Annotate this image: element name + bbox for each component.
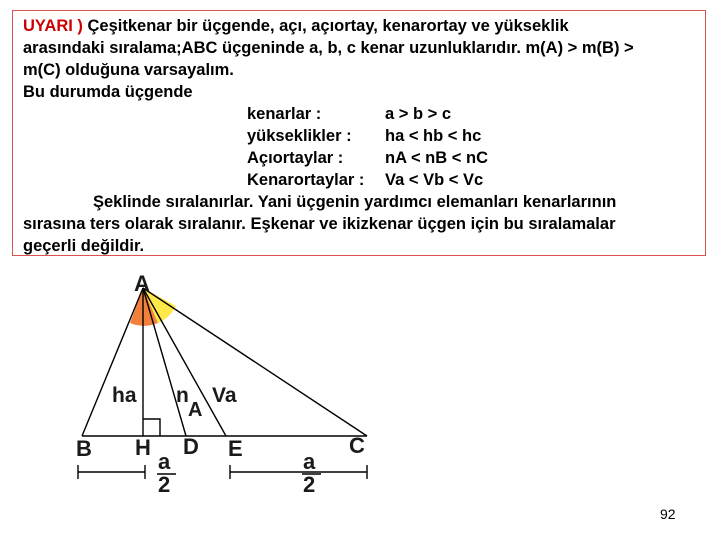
warning-box — [12, 10, 706, 256]
warning-text-1: Çeşitkenar bir üçgende, açı, açıortay, kenarortay ve yükseklik — [82, 17, 569, 35]
right-angle-mark — [143, 419, 160, 436]
warning-line-1 — [23, 15, 695, 37]
median-ae — [143, 288, 226, 436]
fraction-numerator: a — [158, 449, 171, 474]
vertex-label-b: B — [76, 436, 92, 461]
warning-line-3: m(C) olduğuna varsayalım. — [23, 61, 234, 79]
inequality-row-bisectors — [23, 147, 695, 169]
inequality-value: nA < nB < nC — [385, 149, 488, 167]
inequality-row-medians — [23, 169, 695, 191]
triangle-figure — [0, 258, 400, 498]
inequality-value: Va < Vb < Vc — [385, 171, 484, 189]
point-label-h: H — [135, 435, 151, 460]
conclusion-line-1: Şeklinde sıralanırlar. Yani üçgenin yardımcı elemanları kenarlarının — [93, 193, 617, 211]
inequality-value: a > b > c — [385, 105, 452, 123]
conclusion-line-2: sırasına ters olarak sıralanır. Eşkenar ve ikizkenar üçgen için bu sıralamalar — [23, 215, 616, 233]
inequality-row-altitudes — [23, 125, 695, 147]
vertex-label-a: A — [134, 271, 150, 296]
inequality-row-sides — [23, 103, 695, 125]
point-label-d: D — [183, 434, 199, 459]
warning-line-4: Bu durumda üçgende — [23, 83, 193, 101]
inequality-value: ha < hb < hc — [385, 127, 482, 145]
inequality-label: Kenarortaylar : — [247, 171, 365, 189]
side-ac — [143, 288, 367, 436]
fraction-denominator: 2 — [158, 472, 171, 497]
bisector-label-n: n — [176, 384, 189, 407]
side-ab — [82, 288, 143, 436]
inequality-label: kenarlar : — [247, 105, 322, 123]
median-label-va: Va — [212, 384, 237, 407]
fraction-numerator: a — [303, 449, 316, 474]
fraction-denominator: 2 — [303, 472, 316, 497]
warning-label: UYARI ) — [23, 17, 83, 35]
altitude-label-ha: ha — [112, 384, 137, 407]
point-label-e: E — [228, 436, 243, 461]
conclusion-line-3: geçerli değildir. — [23, 237, 145, 255]
vertex-label-c: C — [349, 433, 365, 458]
warning-line-2: arasındaki sıralama;ABC üçgeninde a, b, c kenar uzunluklarıdır. m(A) > m(B) > — [23, 39, 634, 57]
inequality-label: yükseklikler : — [247, 127, 352, 145]
page-number: 92 — [660, 506, 676, 522]
inequality-label: Açıortaylar : — [247, 149, 344, 167]
bisector-subscript-a: A — [188, 399, 203, 421]
